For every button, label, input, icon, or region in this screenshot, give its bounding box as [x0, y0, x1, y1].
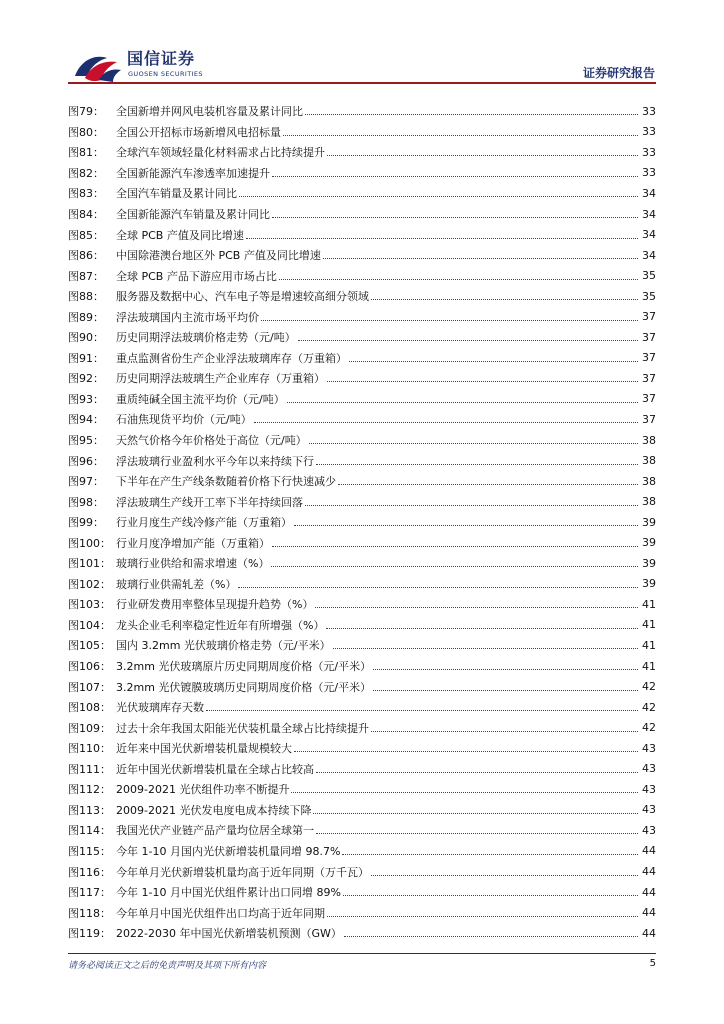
toc-page-number: 35 [642, 289, 656, 303]
toc-entry[interactable] [68, 224, 656, 245]
toc-figure-title: 今年 1-10 月中国光伏组件累计出口同增 89% [116, 886, 341, 900]
toc-page-number: 39 [642, 536, 656, 550]
toc-figure-title: 今年 1-10 月国内光伏新增装机量同增 98.7% [116, 844, 341, 858]
toc-dot-leader [371, 730, 638, 732]
toc-page-number: 37 [642, 310, 656, 324]
toc-dot-leader [338, 483, 638, 485]
toc-dot-leader [313, 812, 638, 814]
toc-dot-leader [261, 319, 638, 321]
toc-figure-title: 石油焦现货平均价（元/吨） [116, 413, 252, 427]
toc-figure-number: 图92： [68, 372, 104, 386]
toc-figure-number: 图106： [68, 660, 111, 674]
toc-entry[interactable] [68, 820, 656, 841]
toc-figure-title: 行业月度生产线冷修产能（万重箱） [116, 516, 292, 530]
toc-figure-title: 全国汽车销量及累计同比 [116, 187, 237, 201]
toc-figure-number: 图87： [68, 269, 104, 283]
toc-entry[interactable] [68, 676, 656, 697]
toc-entry[interactable] [68, 902, 656, 923]
toc-entry[interactable] [68, 779, 656, 800]
toc-entry[interactable] [68, 163, 656, 184]
toc-figure-title: 历史同期浮法玻璃价格走势（元/吨） [116, 331, 296, 345]
toc-dot-leader [316, 463, 638, 465]
toc-page-number: 44 [642, 906, 656, 920]
toc-figure-number: 图111： [68, 762, 111, 776]
toc-figure-title: 龙头企业毛利率稳定性近年有所增强（%） [116, 618, 325, 632]
toc-figure-number: 图81： [68, 146, 104, 160]
toc-page-number: 42 [642, 680, 656, 694]
toc-dot-leader [316, 832, 638, 834]
toc-entry[interactable] [68, 512, 656, 533]
toc-figure-number: 图117： [68, 886, 111, 900]
toc-entry[interactable] [68, 923, 656, 944]
toc-page-number: 43 [642, 762, 656, 776]
toc-figure-number: 图113： [68, 803, 111, 817]
toc-dot-leader [316, 771, 638, 773]
toc-figure-title: 行业研发费用率整体呈现提升趋势（%） [116, 598, 314, 612]
toc-page-number: 37 [642, 330, 656, 344]
toc-figure-number: 图103： [68, 598, 111, 612]
toc-dot-leader [239, 195, 638, 197]
toc-dot-leader [373, 668, 638, 670]
guosen-logo [73, 50, 203, 84]
toc-dot-leader [327, 915, 638, 917]
toc-page-number: 41 [642, 638, 656, 652]
toc-page-number: 43 [642, 782, 656, 796]
toc-figure-number: 图114： [68, 824, 111, 838]
toc-figure-title: 全球汽车领域轻量化材料需求占比持续提升 [116, 146, 325, 160]
footer-divider [68, 953, 656, 954]
toc-figure-title: 天然气价格今年价格处于高位（元/吨） [116, 434, 307, 448]
toc-dot-leader [206, 709, 638, 711]
toc-figure-number: 图115： [68, 844, 111, 858]
toc-page-number: 38 [642, 495, 656, 509]
toc-figure-title: 全国新增并网风电装机容量及累计同比 [116, 105, 303, 119]
logo-chinese-name: 国信证券 [127, 49, 196, 68]
toc-figure-title: 服务器及数据中心、汽车电子等是增速较高细分领域 [116, 290, 369, 304]
toc-figure-number: 图88： [68, 290, 104, 304]
toc-page-number: 41 [642, 618, 656, 632]
toc-entry[interactable] [68, 656, 656, 677]
toc-entry[interactable] [68, 450, 656, 471]
toc-page-number: 43 [642, 823, 656, 837]
toc-figure-title: 中国除港澳台地区外 PCB 产值及同比增速 [116, 249, 321, 263]
toc-page-number: 41 [642, 597, 656, 611]
toc-figure-title: 光伏玻璃库存天数 [116, 701, 204, 715]
toc-figure-number: 图119： [68, 927, 111, 941]
toc-figure-title: 浮法玻璃国内主流市场平均价 [116, 310, 259, 324]
toc-page-number: 44 [642, 844, 656, 858]
toc-figure-number: 图79： [68, 105, 104, 119]
toc-dot-leader [371, 298, 638, 300]
page-number: 5 [649, 958, 656, 969]
logo-english-name: GUOSEN SECURITIES [128, 70, 203, 78]
toc-entry[interactable] [68, 409, 656, 430]
toc-entry[interactable] [68, 327, 656, 348]
toc-page-number: 37 [642, 412, 656, 426]
toc-figure-title: 近年中国光伏新增装机量在全球占比较高 [116, 762, 314, 776]
toc-dot-leader [271, 565, 638, 567]
toc-entry[interactable] [68, 306, 656, 327]
toc-dot-leader [272, 545, 638, 547]
toc-figure-title: 3.2mm 光伏玻璃原片历史同期周度价格（元/平米） [116, 660, 372, 674]
toc-entry[interactable] [68, 101, 656, 122]
toc-page-number: 38 [642, 454, 656, 468]
toc-figure-number: 图86： [68, 249, 104, 263]
toc-page-number: 42 [642, 700, 656, 714]
toc-dot-leader [371, 874, 638, 876]
toc-page-number: 42 [642, 721, 656, 735]
toc-figure-number: 图80： [68, 125, 104, 139]
toc-page-number: 37 [642, 371, 656, 385]
toc-figure-number: 图118： [68, 906, 111, 920]
toc-figure-number: 图90： [68, 331, 104, 345]
toc-entry[interactable] [68, 430, 656, 451]
toc-figure-number: 图85： [68, 228, 104, 242]
toc-figure-title: 2009-2021 光伏组件功率不断提升 [116, 783, 290, 797]
toc-entry[interactable] [68, 861, 656, 882]
toc-entry[interactable] [68, 142, 656, 163]
toc-dot-leader [327, 380, 638, 382]
toc-dot-leader [342, 853, 638, 855]
toc-figure-number: 图99： [68, 516, 104, 530]
toc-figure-number: 图82： [68, 166, 104, 180]
toc-dot-leader [323, 257, 638, 259]
toc-figure-number: 图97： [68, 475, 104, 489]
toc-figure-title: 2022-2030 年中国光伏新增装机预测（GW） [116, 927, 342, 941]
toc-page-number: 37 [642, 392, 656, 406]
toc-entry[interactable] [68, 204, 656, 225]
toc-figure-title: 下半年在产生产线条数随着价格下行快速减少 [116, 475, 336, 489]
toc-page-number: 43 [642, 741, 656, 755]
toc-figure-title: 重点监测省份生产企业浮法玻璃库存（万重箱） [116, 351, 347, 365]
toc-dot-leader [343, 894, 638, 896]
toc-entry[interactable] [68, 882, 656, 903]
toc-entry[interactable] [68, 265, 656, 286]
toc-entry[interactable] [68, 841, 656, 862]
toc-dot-leader [326, 627, 638, 629]
toc-figure-number: 图98： [68, 495, 104, 509]
toc-dot-leader [315, 606, 638, 608]
toc-figure-title: 今年单月光伏新增装机量均高于近年同期（万千瓦） [116, 865, 369, 879]
toc-entry[interactable] [68, 389, 656, 410]
toc-page-number: 39 [642, 577, 656, 591]
toc-figure-number: 图95： [68, 434, 104, 448]
toc-dot-leader [287, 401, 638, 403]
toc-page-number: 39 [642, 556, 656, 570]
header-divider [68, 82, 656, 84]
toc-page-number: 34 [642, 186, 656, 200]
page-header [0, 0, 724, 100]
toc-figure-title: 今年单月中国光伏组件出口均高于近年同期 [116, 906, 325, 920]
toc-page-number: 38 [642, 433, 656, 447]
toc-page-number: 43 [642, 803, 656, 817]
toc-figure-title: 全球 PCB 产品下游应用市场占比 [116, 269, 277, 283]
toc-figure-title: 玻璃行业供需轧差（%） [116, 577, 237, 591]
toc-figure-number: 图84： [68, 208, 104, 221]
figure-list [68, 101, 656, 943]
toc-figure-title: 行业月度净增加产能（万重箱） [116, 536, 270, 550]
toc-figure-number: 图94： [68, 413, 104, 427]
toc-figure-number: 图100： [68, 536, 111, 550]
toc-figure-number: 图93： [68, 392, 104, 406]
toc-dot-leader [373, 689, 638, 691]
toc-page-number: 34 [642, 207, 656, 221]
toc-dot-leader [246, 237, 638, 239]
toc-figure-title: 重质纯碱全国主流平均价（元/吨） [116, 392, 285, 406]
toc-page-number: 33 [642, 166, 656, 180]
toc-figure-number: 图110： [68, 742, 111, 756]
toc-page-number: 35 [642, 269, 656, 283]
toc-figure-title: 国内 3.2mm 光伏玻璃价格走势（元/平米） [116, 639, 331, 653]
toc-figure-number: 图108： [68, 701, 111, 715]
toc-entry[interactable] [68, 348, 656, 369]
toc-entry[interactable] [68, 471, 656, 492]
toc-page-number: 39 [642, 515, 656, 529]
toc-dot-leader [344, 935, 638, 937]
guosen-logo-icon [73, 50, 123, 84]
toc-dot-leader [305, 504, 638, 506]
toc-page-number: 38 [642, 474, 656, 488]
toc-figure-number: 图116： [68, 865, 111, 879]
toc-figure-title: 全球 PCB 产值及同比增速 [116, 228, 244, 242]
toc-figure-title: 3.2mm 光伏镀膜玻璃历史同期周度价格（元/平米） [116, 680, 372, 694]
toc-figure-number: 图91： [68, 351, 104, 365]
toc-entry[interactable] [68, 532, 656, 553]
toc-entry[interactable] [68, 615, 656, 636]
toc-figure-title: 全国新能源汽车渗透率加速提升 [116, 166, 270, 180]
toc-entry[interactable] [68, 183, 656, 204]
toc-dot-leader [279, 278, 638, 280]
footer-disclaimer: 请务必阅读正文之后的免责声明及其项下所有内容 [68, 961, 267, 971]
toc-figure-number: 图102： [68, 577, 111, 591]
toc-page-number: 34 [642, 228, 656, 242]
toc-entry[interactable] [68, 286, 656, 307]
toc-page-number: 44 [642, 885, 656, 899]
toc-figure-number: 图109： [68, 721, 111, 735]
toc-figure-title: 我国光伏产业链产品产量均位居全球第一 [116, 824, 314, 838]
toc-figure-title: 2009-2021 光伏发电度电成本持续下降 [116, 803, 312, 817]
toc-entry[interactable] [68, 738, 656, 759]
toc-dot-leader [327, 154, 638, 156]
toc-entry[interactable] [68, 594, 656, 615]
toc-entry[interactable] [68, 717, 656, 738]
toc-figure-title: 近年来中国光伏新增装机量规模较大 [116, 742, 292, 756]
toc-entry[interactable] [68, 553, 656, 574]
toc-figure-title: 全国新能源汽车销量及累计同比 [116, 208, 270, 221]
toc-page-number: 34 [642, 248, 656, 262]
toc-page-number: 33 [642, 125, 656, 139]
toc-entry[interactable] [68, 759, 656, 780]
toc-dot-leader [298, 339, 638, 341]
toc-page-number: 41 [642, 659, 656, 673]
toc-dot-leader [283, 134, 638, 136]
toc-entry[interactable] [68, 491, 656, 512]
toc-dot-leader [349, 360, 638, 362]
toc-figure-title: 浮法玻璃生产线开工率下半年持续回落 [116, 495, 303, 509]
toc-page-number: 33 [642, 104, 656, 118]
toc-figure-title: 过去十余年我国太阳能光伏装机量全球占比持续提升 [116, 721, 369, 735]
toc-figure-title: 全国公开招标市场新增风电招标量 [116, 125, 281, 139]
toc-page-number: 37 [642, 351, 656, 365]
toc-entry[interactable] [68, 697, 656, 718]
toc-figure-number: 图107： [68, 680, 111, 694]
toc-entry[interactable] [68, 800, 656, 821]
toc-figure-title: 浮法玻璃行业盈利水平今年以来持续下行 [116, 454, 314, 468]
toc-figure-number: 图89： [68, 310, 104, 324]
toc-entry[interactable] [68, 245, 656, 266]
toc-figure-number: 图112： [68, 783, 111, 797]
page-footer [68, 953, 656, 973]
toc-dot-leader [305, 113, 638, 115]
toc-page-number: 44 [642, 926, 656, 940]
toc-entry[interactable] [68, 122, 656, 143]
toc-figure-number: 图83： [68, 187, 104, 201]
toc-figure-number: 图105： [68, 639, 111, 653]
toc-entry[interactable] [68, 574, 656, 595]
toc-entry[interactable] [68, 368, 656, 389]
toc-dot-leader [291, 791, 638, 793]
toc-dot-leader [294, 750, 638, 752]
report-type-label: 证券研究报告 [582, 66, 655, 80]
toc-figure-title: 玻璃行业供给和需求增速（%） [116, 557, 270, 571]
toc-figure-number: 图101： [68, 557, 111, 571]
toc-dot-leader [333, 647, 638, 649]
toc-figure-title: 历史同期浮法玻璃生产企业库存（万重箱） [116, 372, 325, 386]
toc-dot-leader [254, 421, 638, 423]
toc-page-number: 44 [642, 865, 656, 878]
toc-dot-leader [294, 524, 638, 526]
toc-dot-leader [272, 216, 638, 218]
toc-figure-number: 图104： [68, 618, 111, 632]
toc-dot-leader [238, 586, 638, 588]
toc-entry[interactable] [68, 635, 656, 656]
toc-figure-number: 图96： [68, 454, 104, 468]
toc-page-number: 33 [642, 145, 656, 159]
toc-dot-leader [272, 175, 638, 177]
toc-dot-leader [309, 442, 638, 444]
